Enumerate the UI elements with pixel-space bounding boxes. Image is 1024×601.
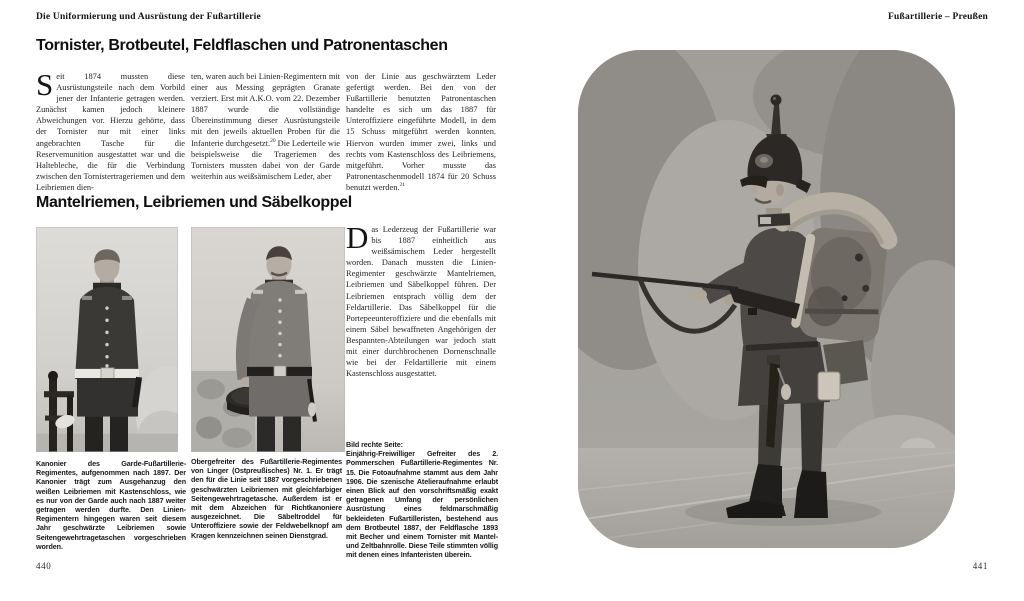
photo-kanonier-portrait xyxy=(36,227,178,452)
body-column-3-text: von der Linie aus geschwärztem Leder gefertigt werden. Bei den von der Fußartillerie benutzten Patronentaschen handelte es sich um das 1887 für Unteroffiziere eingeführte Modell, in dem 15 Schuss mitgeführt werden konnten. Hiervon wurden immer zwei, links und rechts vom Kastenschloss des Leibriemens, mitgeführt. Vorher musste das Patronentaschenmodell 1874 für 20 Schuss benutzt werden. xyxy=(346,72,496,192)
body-column-2 xyxy=(191,71,340,182)
dropcap-s: S xyxy=(36,67,54,102)
page-number-left: 440 xyxy=(36,561,52,571)
body-column-2-text-a: ten, waren auch bei Linien-Regimentern mit einer aus Messing geprägten Granate verziert. Erst mit A.K.O. vom 22. Dezember 1887 wurde die vollständige Übereinstimmung dieser Ausrüstungsteile mit den jeweils aktuellen Proben für die Infanterie durchgesetzt. xyxy=(191,72,340,148)
body-column-3 xyxy=(346,71,496,193)
caption-obergefreiter: Obergefreiter des Fußartillerie-Regimentes von Linger (Ostpreußisches) Nr. 1. Er trägt den für die Linie seit 1887 vorgeschriebenen geschwärzten Leibriemen mit gleichfarbiger Seitengewehrtragetasche. Außerdem ist er mit dem Abzeichen für Richtkanoniere ausgezeichnet. Die Säbeltroddel für Unteroffiziere sowie der Feldwebelknopf am Kragen kennzeichnen seinen Dienstgrad. xyxy=(191,457,342,540)
photo-gefreiter-full-equipment xyxy=(578,50,955,548)
caption-kanonier: Kanonier des Garde-Fußartillerie-Regimentes, aufgenommen nach 1897. Der Kanonier trägt zum Ausgehanzug den weißen Leibriemen mit Kastenschloss, wie es nur von der Garde auch nach 1887 weiter getragen werden durfte. Den Linien-Regimentern hingegen waren seit diesem Jahr geschwärzte Leibriemen sowie Seitengewehrtragetaschen vorgeschrieben worden. xyxy=(36,459,186,551)
page-right xyxy=(512,0,1024,601)
running-head-left: Die Uniformierung und Ausrüstung der Fußartillerie xyxy=(36,12,261,22)
dropcap-d: D xyxy=(346,220,369,255)
photo-obergefreiter-illustration xyxy=(191,227,345,452)
section-title-tornister: Tornister, Brotbeutel, Feldflaschen und Patronentaschen xyxy=(36,37,448,54)
body-column-1 xyxy=(36,67,185,193)
running-head-right: Fußartillerie – Preußen xyxy=(888,12,988,22)
photo-kanonier-illustration xyxy=(36,227,178,452)
photo-gefreiter-illustration xyxy=(578,50,955,548)
tornister-backpack xyxy=(794,226,888,344)
photo-obergefreiter-portrait xyxy=(191,227,345,452)
caption-right-page-label: Bild rechte Seite: xyxy=(346,440,403,449)
feldflasche-cup xyxy=(818,372,840,400)
section-title-mantelriemen: Mantelriemen, Leibriemen und Säbelkoppel xyxy=(36,194,352,211)
body-column-2-text-b: Die Lederteile wie beispielsweise die Trageriemen des Tornisters mussten dabei von der Garde weiterhin aus weißsämischem Leder, aber xyxy=(191,138,340,181)
footnote-ref-20: 20 xyxy=(270,137,276,144)
caption-right-page xyxy=(346,440,498,560)
body-column-mantelriemen xyxy=(346,220,496,379)
page-number-right: 441 xyxy=(972,561,988,571)
body-column-mantelriemen-text: as Lederzeug der Fußartillerie war bis 1887 einheitlich aus weißsämischem Leder hergestellt worden. Danach mussten die Linien-Regimenter geschwärzte Mantelriemen, Leibriemen und Säbelkoppel führen. Der Leibriemen entsprach völlig dem der Feldartillerie. Das Säbelkoppel für die Portepeeunteroffiziere und die ebenfalls mit einem Säbel bewaffneten Angehörigen der Bespannten-Abteilungen war jedoch statt mit einer durchbrochenen Dornenschnalle wie bei der Feldartillerie mit einem Kastenschloss ausgestattet. xyxy=(346,225,496,379)
caption-right-page-text: Einjährig-Freiwilliger Gefreiter des 2. Pommerschen Fußartillerie-Regimentes Nr. 15. Die Fotoaufnahme stammt aus dem Jahr 1906. Die szenische Atelieraufnahme erlaubt einen Blick auf den vorschriftsmäßig exakt getragenen Umfang der persönlichen Ausrüstung eines feldmarschmäßig bekleideten Fußartilleristen, bestehend aus dem Brotbeutel 1887, der Feldflasche 1893 mit Becher und einem Tornister mit Mantel- und Zeltbahnrolle. Diese Teile stimmten völlig mit denen eines Infanteristen überein. xyxy=(346,449,498,560)
body-column-1-text: eit 1874 mussten diese Ausrüstungsteile nach dem Vorbild jener der Infanterie getragen werden. Zunächst kamen jedoch kleinere Abweichungen vor. Hierzu gehörte, dass der Tornister nur mit einer links angebrachten Tasche für die Reservemunition ausgestattet war und die Haltebleche, die für die Verbindung zwischen den Tornistertrageriemen und dem Leibriemen dien- xyxy=(36,72,185,192)
footnote-ref-21: 21 xyxy=(399,182,405,189)
